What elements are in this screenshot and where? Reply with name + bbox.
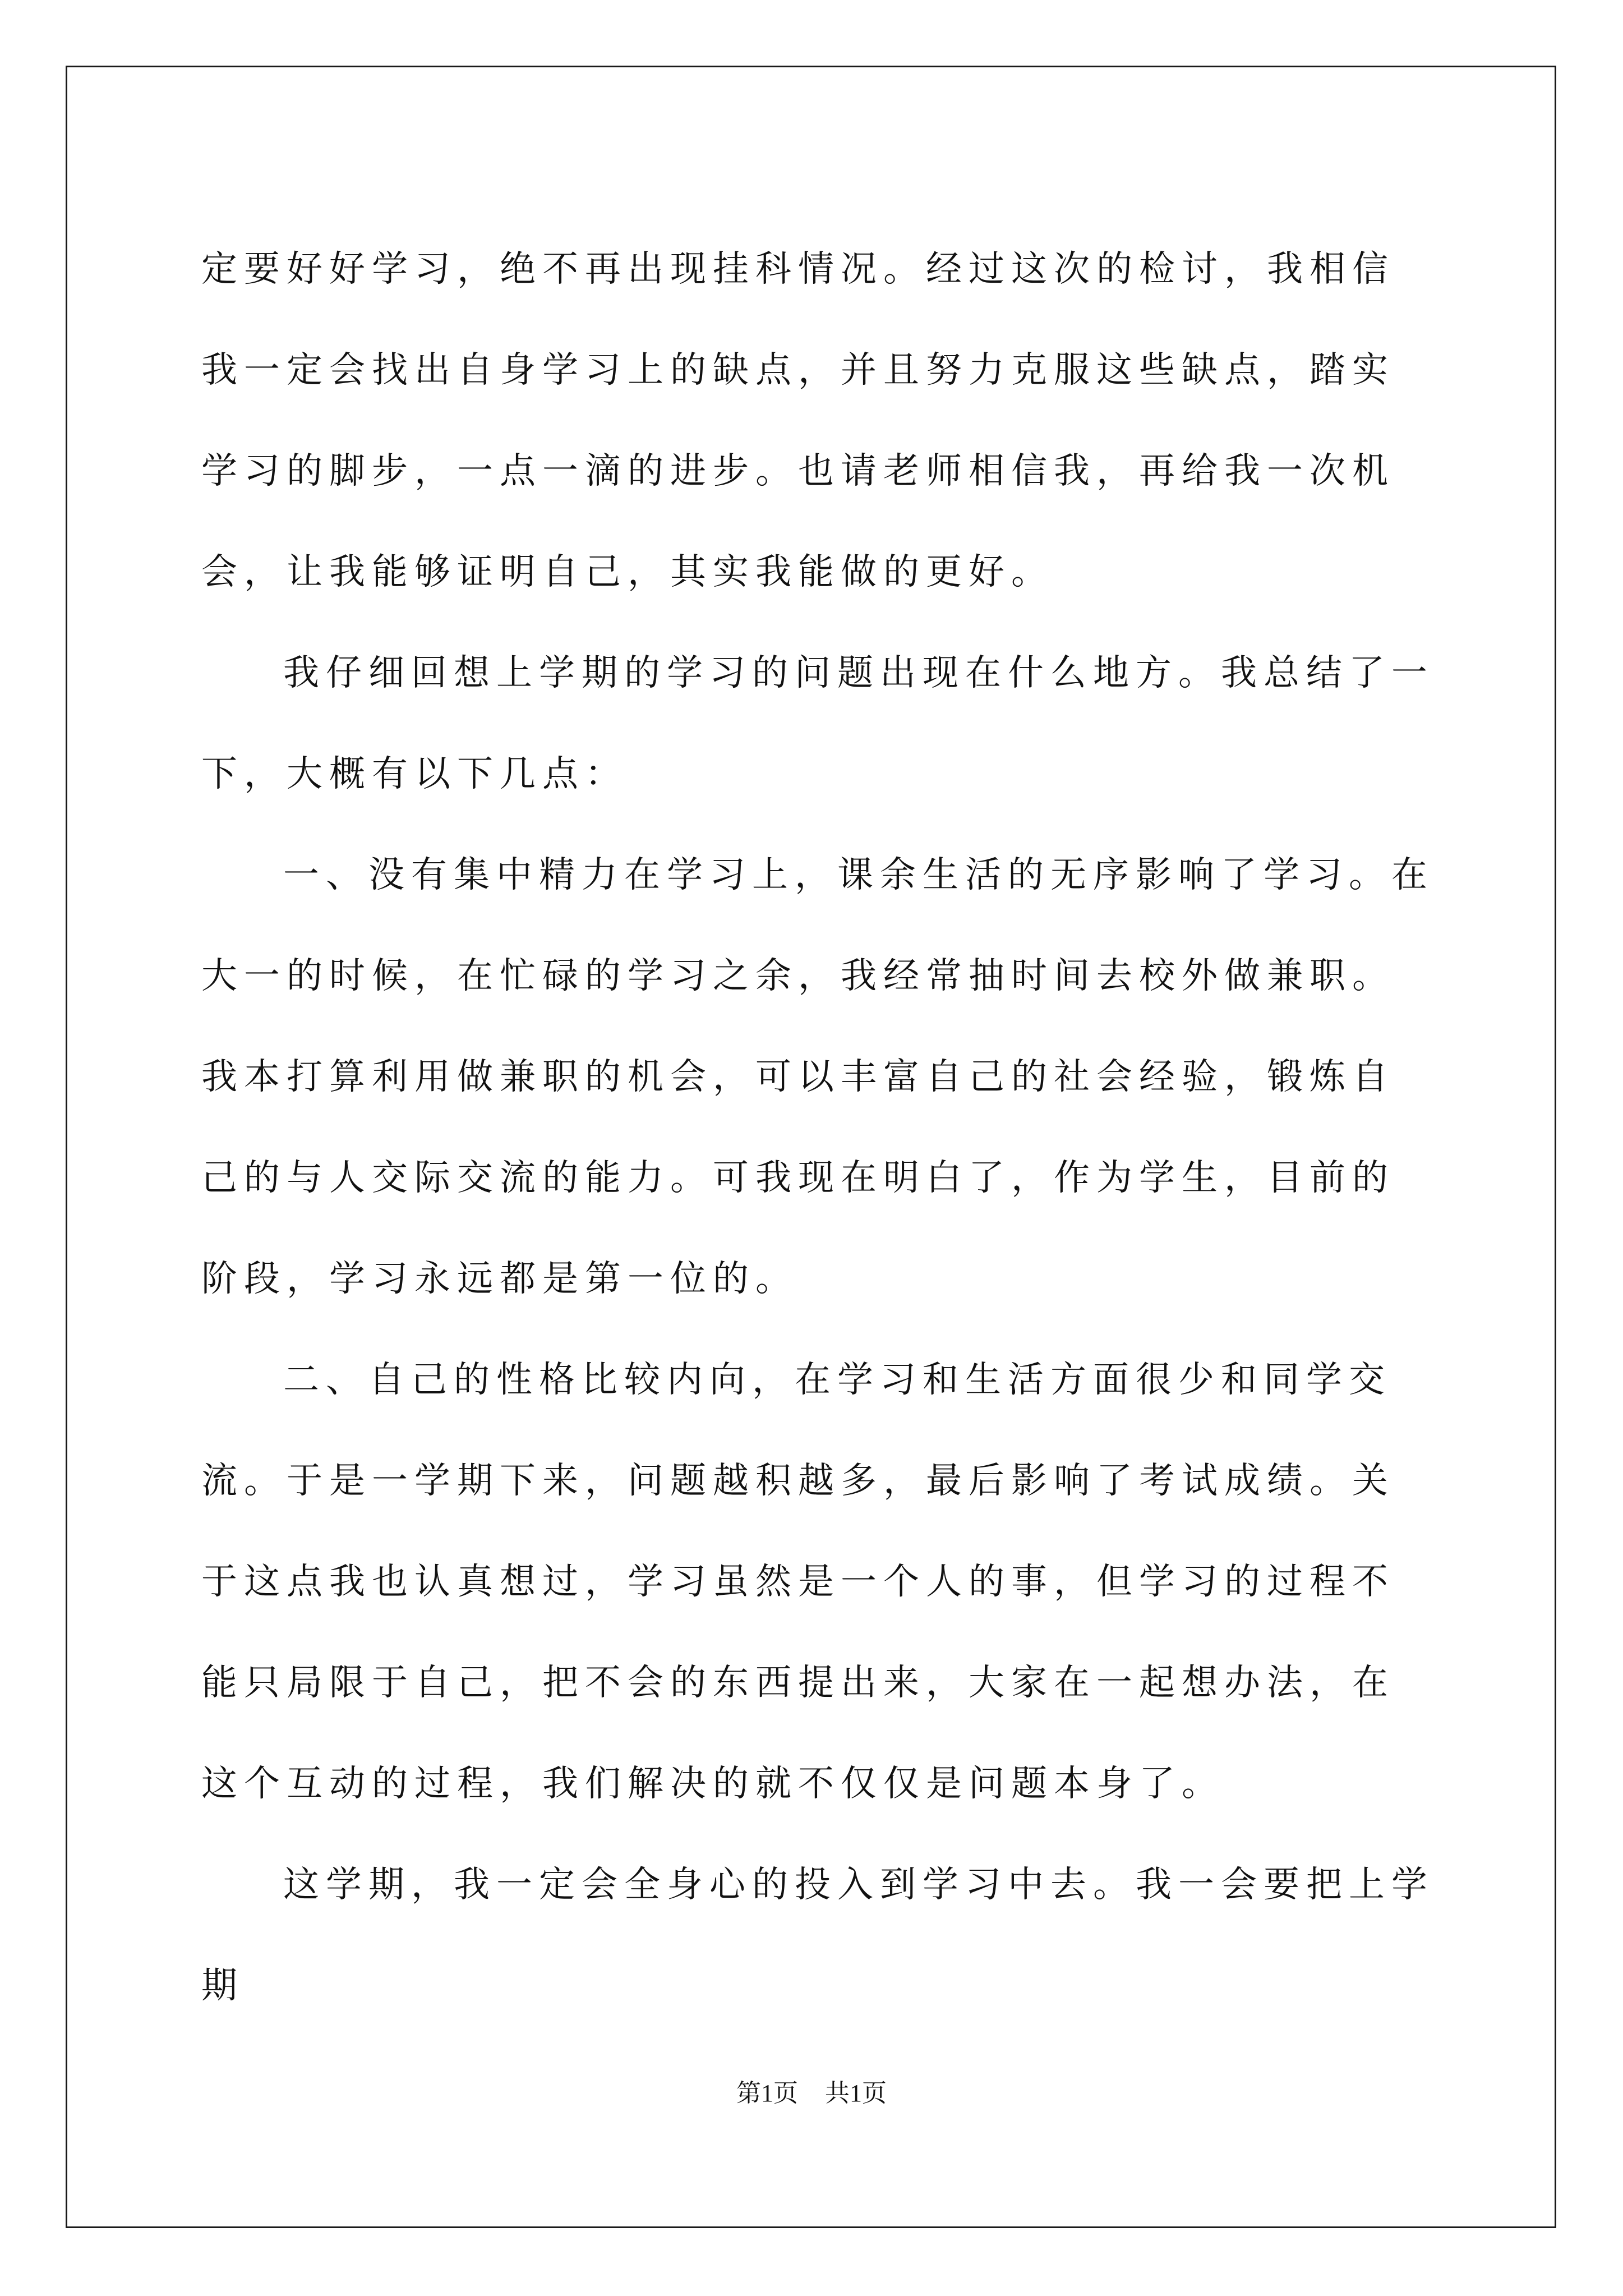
document-body bbox=[201, 219, 1435, 2036]
paragraph-1: 定要好好学习，绝不再出现挂科情况。经过这次的检讨，我相信我一定会找出自身学习上的缺点，并且努力克服这些缺点，踏实学习的脚步，一点一滴的进步。也请老师相信我，再给我一次机会，让我能够证明自己，其实我能做的更好。 bbox=[201, 249, 1395, 593]
paragraph-4: 二、自己的性格比较内向，在学习和生活方面很少和同学交流。于是一学期下来，问题越积越多，最后影响了考试成绩。关于这点我也认真想过，学习虽然是一个人的事，但学习的过程不能只局限于自己，把不会的东西提出来，大家在一起想办法，在这个互动的过程，我们解决的就不仅仅是问题本身了。 bbox=[201, 1359, 1395, 1805]
paragraph-2: 我仔细回想上学期的学习的问题出现在什么地方。我总结了一下，大概有以下几点： bbox=[201, 652, 1434, 795]
paragraph-5: 这学期，我一定会全身心的投入到学习中去。我一会要把上学期 bbox=[201, 1864, 1434, 2007]
page-number-current: 第1页 bbox=[736, 2079, 798, 2107]
page-number-total: 共1页 bbox=[825, 2079, 887, 2107]
page-footer bbox=[0, 2077, 1623, 2110]
paragraph-3: 一、没有集中精力在学习上，课余生活的无序影响了学习。在大一的时候，在忙碌的学习之余，我经常抽时间去校外做兼职。我本打算利用做兼职的机会，可以丰富自己的社会经验，锻炼自己的与人交际交流的能力。可我现在明白了，作为学生，目前的阶段，学习永远都是第一位的。 bbox=[201, 854, 1434, 1300]
